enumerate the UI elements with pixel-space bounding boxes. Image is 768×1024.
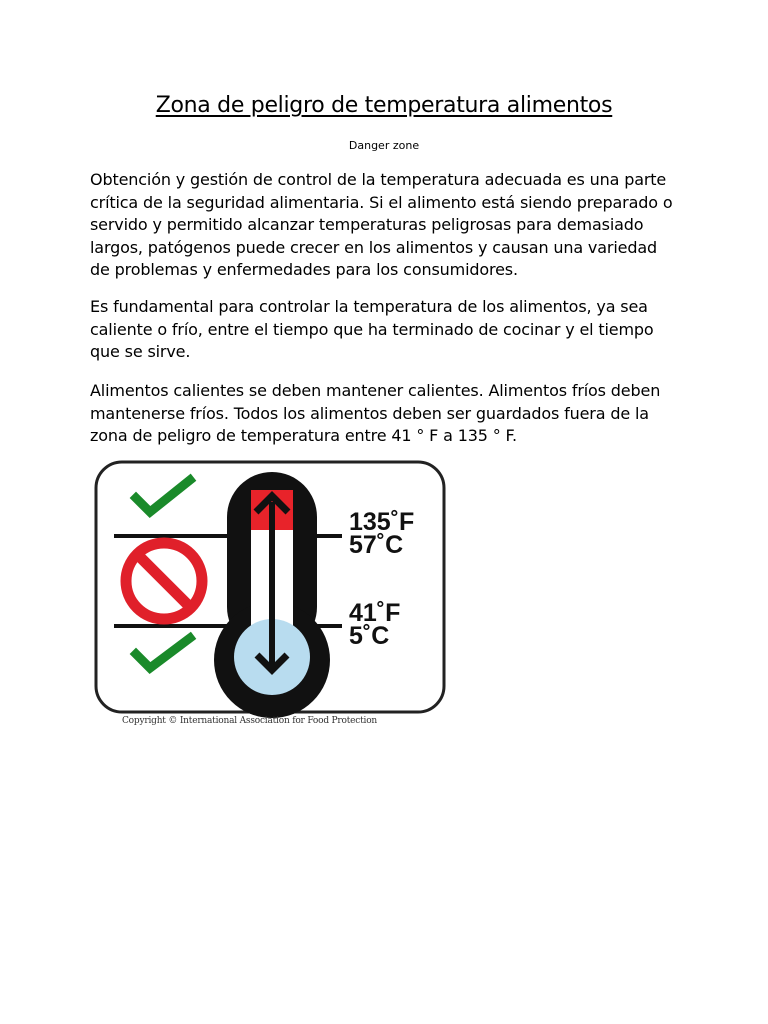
lower-temp-c-label: 5˚C <box>349 622 390 650</box>
upper-temp-f-label: 135˚F <box>349 508 415 536</box>
paragraph-2: Es fundamental para controlar la temperatura de los alimentos, ya sea caliente o frío, entre el tiempo que ha terminado de cocinar y el tiempo que se sirve. <box>90 297 654 362</box>
temperature-danger-zone-figure <box>94 460 446 734</box>
lower-temp-f-label: 41˚F <box>349 599 401 627</box>
page-title: Zona de peligro de temperatura alimentos <box>155 93 613 118</box>
upper-temp-c-label: 57˚C <box>349 531 404 559</box>
copyright-caption: Copyright © International Association for Food Protection <box>122 716 378 726</box>
page-subtitle: Danger zone <box>348 139 420 152</box>
paragraph-1: Obtención y gestión de control de la temperatura adecuada es una parte crítica de la seguridad alimentaria. Si el alimento está siendo preparado o servido y permitido alcanzar temperaturas peligrosas para demasiado largos, patógenos puede crecer en los alimentos y causan una variedad de problemas y enfermedades para los consumidores. <box>90 170 673 280</box>
thermometer-diagram <box>94 460 446 734</box>
paragraph-3: Alimentos calientes se deben mantener calientes. Alimentos fríos deben mantenerse fríos. Todos los alimentos deben ser guardados fuera de la zona de peligro de temperatura entre 41 ° F a 135 ° F. <box>90 381 661 446</box>
